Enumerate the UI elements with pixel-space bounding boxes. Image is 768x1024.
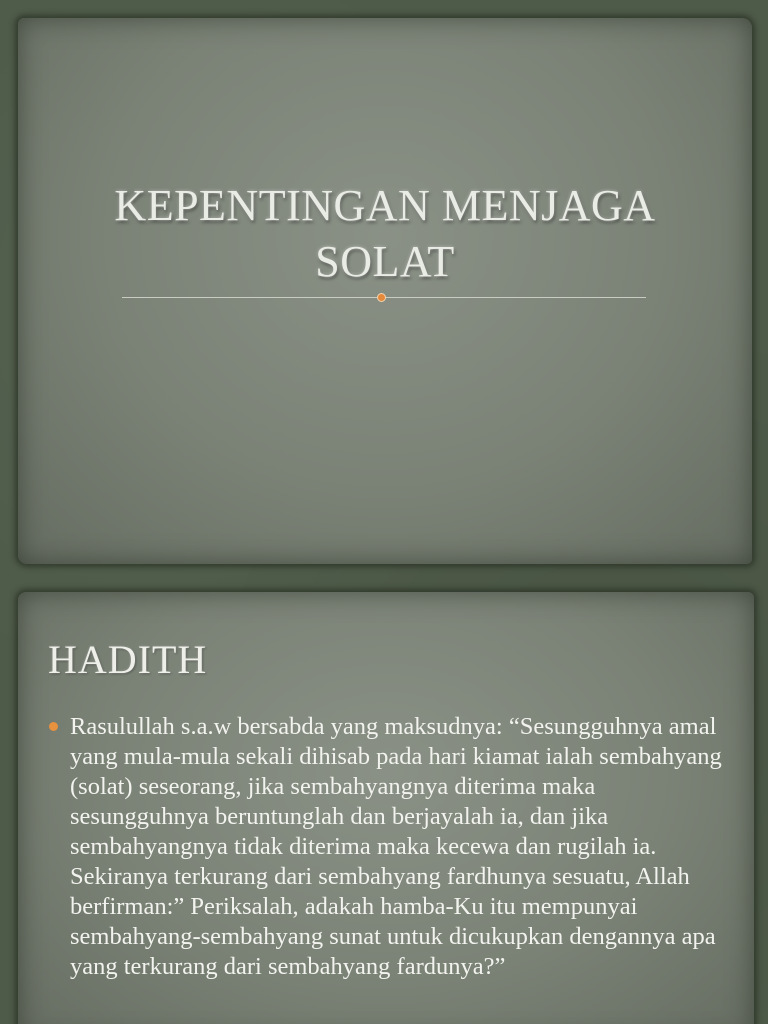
content-slide — [18, 592, 754, 1024]
list-item — [48, 712, 728, 982]
slide-title — [18, 178, 752, 290]
slide-title-line-2: SOLAT — [315, 237, 455, 286]
bullet-icon — [49, 722, 58, 731]
slide-heading: HADITH — [48, 637, 208, 682]
bullet-list — [48, 712, 728, 982]
title-slide — [18, 18, 752, 564]
slide-title-line-1: KEPENTINGAN MENJAGA — [114, 181, 656, 230]
bullet-text: Rasulullah s.a.w bersabda yang maksudnya: “Sesungguhnya amal yang mula-mula sekali dihisab pada hari kiamat ialah sembahyang (solat) seseorang, jika sembahyangnya diterima maka sesungguhnya beruntunglah dan berjayalah ia, dan jika sembahyangnya tidak diterima maka kecewa dan rugilah ia. Sekiranya terkurang dari sembahyang fardhunya sesuatu, Allah berfirman:” Periksalah, adakah hamba-Ku itu mempunyai sembahyang-sembahyang sunat untuk dicukupkan dengannya apa yang terkurang dari sembahyang fardunya?” — [70, 713, 722, 980]
divider-dot-icon — [377, 293, 386, 302]
